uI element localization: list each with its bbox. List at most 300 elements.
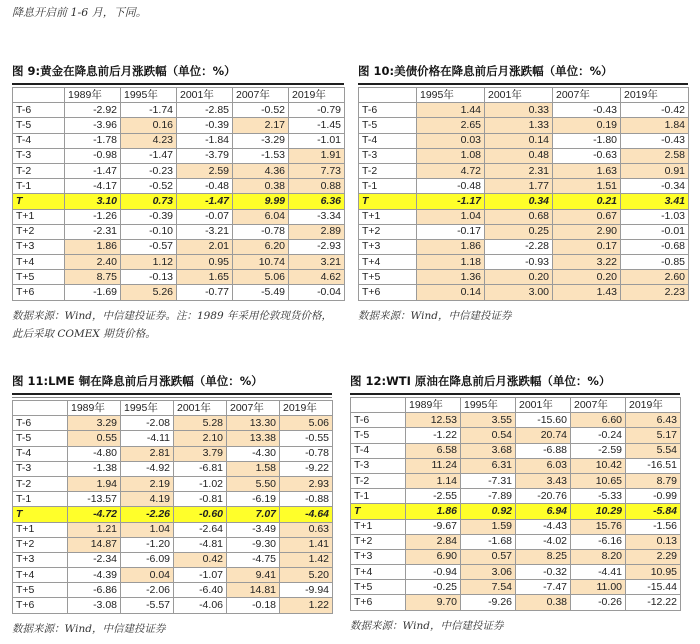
table-cell: 0.54 [461, 428, 516, 443]
table-cell: 7.73 [289, 163, 345, 178]
table-cell: -0.48 [177, 179, 233, 194]
table-cell: -2.92 [65, 103, 121, 118]
table-cell: 3.22 [553, 255, 621, 270]
table-cell: 1.77 [485, 179, 553, 194]
table-cell: -4.30 [227, 446, 280, 461]
table-cell: 1.63 [553, 163, 621, 178]
column-header: 2001年 [174, 401, 227, 416]
figure-10-source [358, 307, 688, 325]
table-cell: -1.03 [621, 209, 689, 224]
table-cell: -7.47 [516, 580, 571, 595]
row-label: T-6 [13, 416, 68, 431]
table-cell: -13.57 [68, 492, 121, 507]
table-cell: -0.88 [280, 492, 333, 507]
row-label: T-5 [351, 428, 406, 443]
column-header [359, 88, 417, 103]
row-label: T-2 [13, 476, 68, 491]
row-label: T [13, 194, 65, 209]
table-cell: 5.28 [174, 416, 227, 431]
table-row [13, 416, 333, 431]
table-row [351, 534, 681, 549]
table-cell: -0.78 [280, 446, 333, 461]
table-cell: 2.23 [621, 285, 689, 300]
table-cell: 2.01 [177, 239, 233, 254]
row-label: T+2 [13, 224, 65, 239]
table-cell: -3.29 [233, 133, 289, 148]
row-label: T-3 [351, 458, 406, 473]
table-cell: 1.44 [417, 103, 485, 118]
table-cell: -1.45 [289, 118, 345, 133]
table-row [13, 148, 345, 163]
table-cell: -2.93 [289, 239, 345, 254]
table-cell: 4.19 [121, 492, 174, 507]
row-label: T-2 [13, 163, 65, 178]
table-cell: 1.91 [289, 148, 345, 163]
table-cell: -2.31 [65, 224, 121, 239]
table-cell: 0.34 [485, 194, 553, 209]
table-cell: -0.57 [121, 239, 177, 254]
table-cell: -4.02 [516, 534, 571, 549]
column-header [13, 88, 65, 103]
table-row [351, 595, 681, 610]
table-row [13, 568, 333, 583]
table-cell: -7.31 [461, 473, 516, 488]
table-cell: -12.22 [626, 595, 681, 610]
column-header: 2019年 [621, 88, 689, 103]
table-cell: 0.16 [121, 118, 177, 133]
table-cell: -1.22 [406, 428, 461, 443]
row-label: T+6 [13, 285, 65, 300]
figure-12-wti [350, 373, 680, 635]
row-label: T-6 [351, 413, 406, 428]
row-label: T-3 [359, 148, 417, 163]
figure-12-source-line1: 数据来源：Wind，中信建投证券 [350, 619, 504, 632]
table-cell: -9.22 [280, 461, 333, 476]
row-label: T+1 [359, 209, 417, 224]
table-row [359, 239, 689, 254]
table-row [13, 224, 345, 239]
table-cell: -2.59 [571, 443, 626, 458]
row-label: T-6 [359, 103, 417, 118]
table-cell: 5.54 [626, 443, 681, 458]
row-label: T [359, 194, 417, 209]
table-cell: 0.14 [417, 285, 485, 300]
table-row [359, 118, 689, 133]
table-row [13, 537, 333, 552]
table-row [351, 428, 681, 443]
column-header: 2019年 [280, 401, 333, 416]
column-header: 2007年 [571, 398, 626, 413]
row-label: T+6 [351, 595, 406, 610]
table-cell: -9.94 [280, 583, 333, 598]
table-cell: -0.25 [406, 580, 461, 595]
table-cell: 2.93 [280, 476, 333, 491]
table-cell: 0.03 [417, 133, 485, 148]
table-cell: -2.34 [68, 552, 121, 567]
table-cell: 4.36 [233, 163, 289, 178]
figure-9-title: 图 9:黄金在降息前后月涨跌幅（单位：%） [12, 64, 236, 78]
figure-9-source [12, 307, 344, 343]
table-cell: -1.53 [233, 148, 289, 163]
table-cell: -1.47 [121, 148, 177, 163]
table-cell: 3.21 [289, 255, 345, 270]
row-label: T-2 [359, 163, 417, 178]
table-row [351, 565, 681, 580]
figure-10-title: 图 10:美债价格在降息前后月涨跌幅（单位：%） [358, 64, 613, 78]
table-cell: -4.64 [280, 507, 333, 522]
table-cell: 0.13 [626, 534, 681, 549]
table-cell: 1.41 [280, 537, 333, 552]
table-cell: -0.98 [65, 148, 121, 163]
table-row [351, 443, 681, 458]
table-row [13, 583, 333, 598]
table-cell: -4.17 [65, 179, 121, 194]
column-header: 2001年 [516, 398, 571, 413]
table-row [359, 148, 689, 163]
table-cell: -0.99 [626, 489, 681, 504]
row-label: T+2 [13, 537, 68, 552]
table-cell: -0.43 [621, 133, 689, 148]
table-cell: -1.47 [65, 163, 121, 178]
table-row [13, 163, 345, 178]
row-label: T-5 [13, 118, 65, 133]
title-rule [12, 393, 332, 395]
row-label: T+4 [13, 255, 65, 270]
title-rule [358, 83, 688, 85]
row-label: T-4 [351, 443, 406, 458]
table-cell: 6.04 [233, 209, 289, 224]
figure-10-source-line1: 数据来源：Wind，中信建投证券 [358, 309, 512, 322]
table-cell: -0.81 [174, 492, 227, 507]
table-cell: -1.07 [174, 568, 227, 583]
table-cell: -0.24 [571, 428, 626, 443]
table-cell: -1.20 [121, 537, 174, 552]
table-cell: 2.60 [621, 270, 689, 285]
table-cell: -0.52 [121, 179, 177, 194]
table-cell: 8.20 [571, 549, 626, 564]
table-row [359, 255, 689, 270]
table-cell: 0.14 [485, 133, 553, 148]
table-cell: 0.63 [280, 522, 333, 537]
table-cell: 3.79 [174, 446, 227, 461]
table-cell: 0.92 [461, 504, 516, 519]
table-cell: -0.52 [233, 103, 289, 118]
table-row [13, 492, 333, 507]
table-cell: -3.49 [227, 522, 280, 537]
table-cell: -1.74 [121, 103, 177, 118]
table-cell: 6.94 [516, 504, 571, 519]
table-row [351, 504, 681, 519]
table-cell: 0.19 [553, 118, 621, 133]
row-label: T+2 [359, 224, 417, 239]
table-header-row [13, 88, 345, 103]
table-row [13, 446, 333, 461]
row-label: T-1 [13, 492, 68, 507]
table-cell: 0.20 [553, 270, 621, 285]
table-cell: 2.29 [626, 549, 681, 564]
table-cell: 5.17 [626, 428, 681, 443]
table-cell: 1.36 [417, 270, 485, 285]
table-cell: 1.59 [461, 519, 516, 534]
figure-12-title: 图 12:WTI 原油在降息前后月涨跌幅（单位：%） [350, 374, 611, 388]
row-label: T+5 [359, 270, 417, 285]
table-cell: 10.29 [571, 504, 626, 519]
table-row [359, 270, 689, 285]
table-cell: 2.89 [289, 224, 345, 239]
table-cell: -3.08 [68, 598, 121, 613]
table-row [359, 163, 689, 178]
row-label: T-6 [13, 103, 65, 118]
table-cell: 9.41 [227, 568, 280, 583]
table-cell: -0.07 [177, 209, 233, 224]
table-cell: 0.21 [553, 194, 621, 209]
table-cell: -0.10 [121, 224, 177, 239]
row-label: T [13, 507, 68, 522]
table-cell: 1.58 [227, 461, 280, 476]
table-cell: 3.06 [461, 565, 516, 580]
table-cell: -0.32 [516, 565, 571, 580]
table-cell: 6.20 [233, 239, 289, 254]
table-row [351, 549, 681, 564]
table-cell: 1.84 [621, 118, 689, 133]
row-label: T-4 [13, 446, 68, 461]
column-header: 2019年 [626, 398, 681, 413]
table-row [359, 179, 689, 194]
table-cell: 3.68 [461, 443, 516, 458]
table-cell: 4.23 [121, 133, 177, 148]
table-cell: 4.62 [289, 270, 345, 285]
figure-11-copper [12, 373, 332, 638]
table-cell: 8.75 [65, 270, 121, 285]
table-cell: -5.33 [571, 489, 626, 504]
table-cell: 1.33 [485, 118, 553, 133]
table-cell: -2.28 [485, 239, 553, 254]
column-header [13, 401, 68, 416]
table-cell: -1.02 [174, 476, 227, 491]
table-cell: -7.89 [461, 489, 516, 504]
table-cell: 10.65 [571, 473, 626, 488]
figure-9-gold [12, 63, 344, 343]
table-header-row [359, 88, 689, 103]
table-cell: -0.60 [174, 507, 227, 522]
table-cell: -2.06 [121, 583, 174, 598]
table-cell: -9.30 [227, 537, 280, 552]
table-cell: 0.88 [289, 179, 345, 194]
table-cell: -3.21 [177, 224, 233, 239]
table-cell: 1.08 [417, 148, 485, 163]
table-row [13, 118, 345, 133]
table-cell: -0.39 [177, 118, 233, 133]
table-cell: 3.10 [65, 194, 121, 209]
table-cell: -6.09 [121, 552, 174, 567]
table-cell: -4.92 [121, 461, 174, 476]
table-row [13, 133, 345, 148]
table-cell: 0.67 [553, 209, 621, 224]
figure-11-title: 图 11:LME 铜在降息前后月涨跌幅（单位：%） [12, 374, 263, 388]
column-header: 1995年 [121, 88, 177, 103]
table-row [13, 179, 345, 194]
table-row [359, 133, 689, 148]
table-cell: 2.59 [177, 163, 233, 178]
row-label: T+1 [351, 519, 406, 534]
table-row [351, 473, 681, 488]
table-cell: -0.48 [417, 179, 485, 194]
table-cell: -5.84 [626, 504, 681, 519]
row-label: T-1 [359, 179, 417, 194]
table-cell: -4.43 [516, 519, 571, 534]
table-row [13, 194, 345, 209]
table-cell: -0.63 [553, 148, 621, 163]
table-cell: 1.86 [406, 504, 461, 519]
figure-12-table [350, 397, 681, 611]
row-label: T-4 [359, 133, 417, 148]
table-cell: -2.55 [406, 489, 461, 504]
table-cell: -4.72 [68, 507, 121, 522]
column-header: 1989年 [406, 398, 461, 413]
figure-9-table [12, 87, 345, 301]
table-cell: -1.68 [461, 534, 516, 549]
table-cell: 0.04 [121, 568, 174, 583]
title-rule-thin [12, 397, 332, 398]
row-label: T+5 [351, 580, 406, 595]
table-cell: 1.12 [121, 255, 177, 270]
table-row [359, 224, 689, 239]
table-row [351, 489, 681, 504]
table-cell: 2.65 [417, 118, 485, 133]
row-label: T-1 [351, 489, 406, 504]
table-cell: 13.30 [227, 416, 280, 431]
row-label: T+3 [13, 239, 65, 254]
table-cell: -1.38 [68, 461, 121, 476]
table-cell: 1.65 [177, 270, 233, 285]
table-cell: 1.22 [280, 598, 333, 613]
row-label: T-3 [13, 148, 65, 163]
table-cell: 1.51 [553, 179, 621, 194]
table-cell: -0.42 [621, 103, 689, 118]
table-cell: 1.42 [280, 552, 333, 567]
table-cell: 3.29 [68, 416, 121, 431]
table-cell: -16.51 [626, 458, 681, 473]
table-cell: 15.76 [571, 519, 626, 534]
table-cell: 5.06 [233, 270, 289, 285]
table-row [13, 507, 333, 522]
table-cell: 2.31 [485, 163, 553, 178]
table-cell: 7.54 [461, 580, 516, 595]
figure-10-table [358, 87, 689, 301]
table-cell: 0.17 [553, 239, 621, 254]
table-cell: 1.18 [417, 255, 485, 270]
row-label: T+3 [359, 239, 417, 254]
table-cell: -5.57 [121, 598, 174, 613]
row-label: T-3 [13, 461, 68, 476]
row-label: T-5 [359, 118, 417, 133]
title-rule [350, 393, 680, 395]
table-cell: 2.19 [121, 476, 174, 491]
table-header-row [351, 398, 681, 413]
column-header: 1995年 [461, 398, 516, 413]
table-cell: 10.95 [626, 565, 681, 580]
table-cell: 0.91 [621, 163, 689, 178]
table-row [351, 413, 681, 428]
table-cell: 12.53 [406, 413, 461, 428]
table-cell: 2.58 [621, 148, 689, 163]
table-header-row [13, 401, 333, 416]
table-cell: -9.26 [461, 595, 516, 610]
table-cell: 2.40 [65, 255, 121, 270]
row-label: T-5 [13, 431, 68, 446]
table-cell: -15.44 [626, 580, 681, 595]
table-cell: -0.77 [177, 285, 233, 300]
column-header: 2001年 [177, 88, 233, 103]
table-cell: -4.81 [174, 537, 227, 552]
table-cell: 1.86 [417, 239, 485, 254]
table-cell: -4.41 [571, 565, 626, 580]
table-cell: -5.49 [233, 285, 289, 300]
table-cell: 11.24 [406, 458, 461, 473]
table-cell: -0.01 [621, 224, 689, 239]
table-row [13, 461, 333, 476]
table-cell: -1.26 [65, 209, 121, 224]
table-cell: -4.39 [68, 568, 121, 583]
table-cell: 0.38 [516, 595, 571, 610]
table-row [359, 103, 689, 118]
table-cell: -4.06 [174, 598, 227, 613]
table-cell: -0.39 [121, 209, 177, 224]
table-cell: -1.56 [626, 519, 681, 534]
row-label: T-4 [13, 133, 65, 148]
table-cell: -1.80 [553, 133, 621, 148]
table-cell: -2.08 [121, 416, 174, 431]
table-row [13, 255, 345, 270]
table-cell: -6.86 [68, 583, 121, 598]
table-cell: 0.38 [233, 179, 289, 194]
row-label: T-2 [351, 473, 406, 488]
table-cell: 13.38 [227, 431, 280, 446]
table-cell: 10.74 [233, 255, 289, 270]
table-cell: -2.64 [174, 522, 227, 537]
row-label: T+3 [351, 549, 406, 564]
table-row [351, 580, 681, 595]
table-row [13, 239, 345, 254]
table-cell: 5.50 [227, 476, 280, 491]
figure-9-source-line2: 此后采取 COMEX 期货价格。 [12, 327, 156, 340]
table-row [359, 285, 689, 300]
table-row [13, 431, 333, 446]
table-cell: 6.58 [406, 443, 461, 458]
table-row [13, 103, 345, 118]
table-cell: 6.90 [406, 549, 461, 564]
row-label: T+6 [13, 598, 68, 613]
table-cell: 1.14 [406, 473, 461, 488]
table-cell: 2.17 [233, 118, 289, 133]
table-cell: -4.75 [227, 552, 280, 567]
table-cell: -0.79 [289, 103, 345, 118]
column-header: 2019年 [289, 88, 345, 103]
table-row [13, 270, 345, 285]
table-cell: -0.94 [406, 565, 461, 580]
table-cell: 3.41 [621, 194, 689, 209]
table-cell: 3.55 [461, 413, 516, 428]
table-cell: -2.26 [121, 507, 174, 522]
table-cell: 0.68 [485, 209, 553, 224]
row-label: T+1 [13, 522, 68, 537]
table-cell: 3.00 [485, 285, 553, 300]
table-cell: 6.31 [461, 458, 516, 473]
row-label: T+3 [13, 552, 68, 567]
table-cell: 0.33 [485, 103, 553, 118]
table-cell: 0.48 [485, 148, 553, 163]
table-cell: -2.85 [177, 103, 233, 118]
